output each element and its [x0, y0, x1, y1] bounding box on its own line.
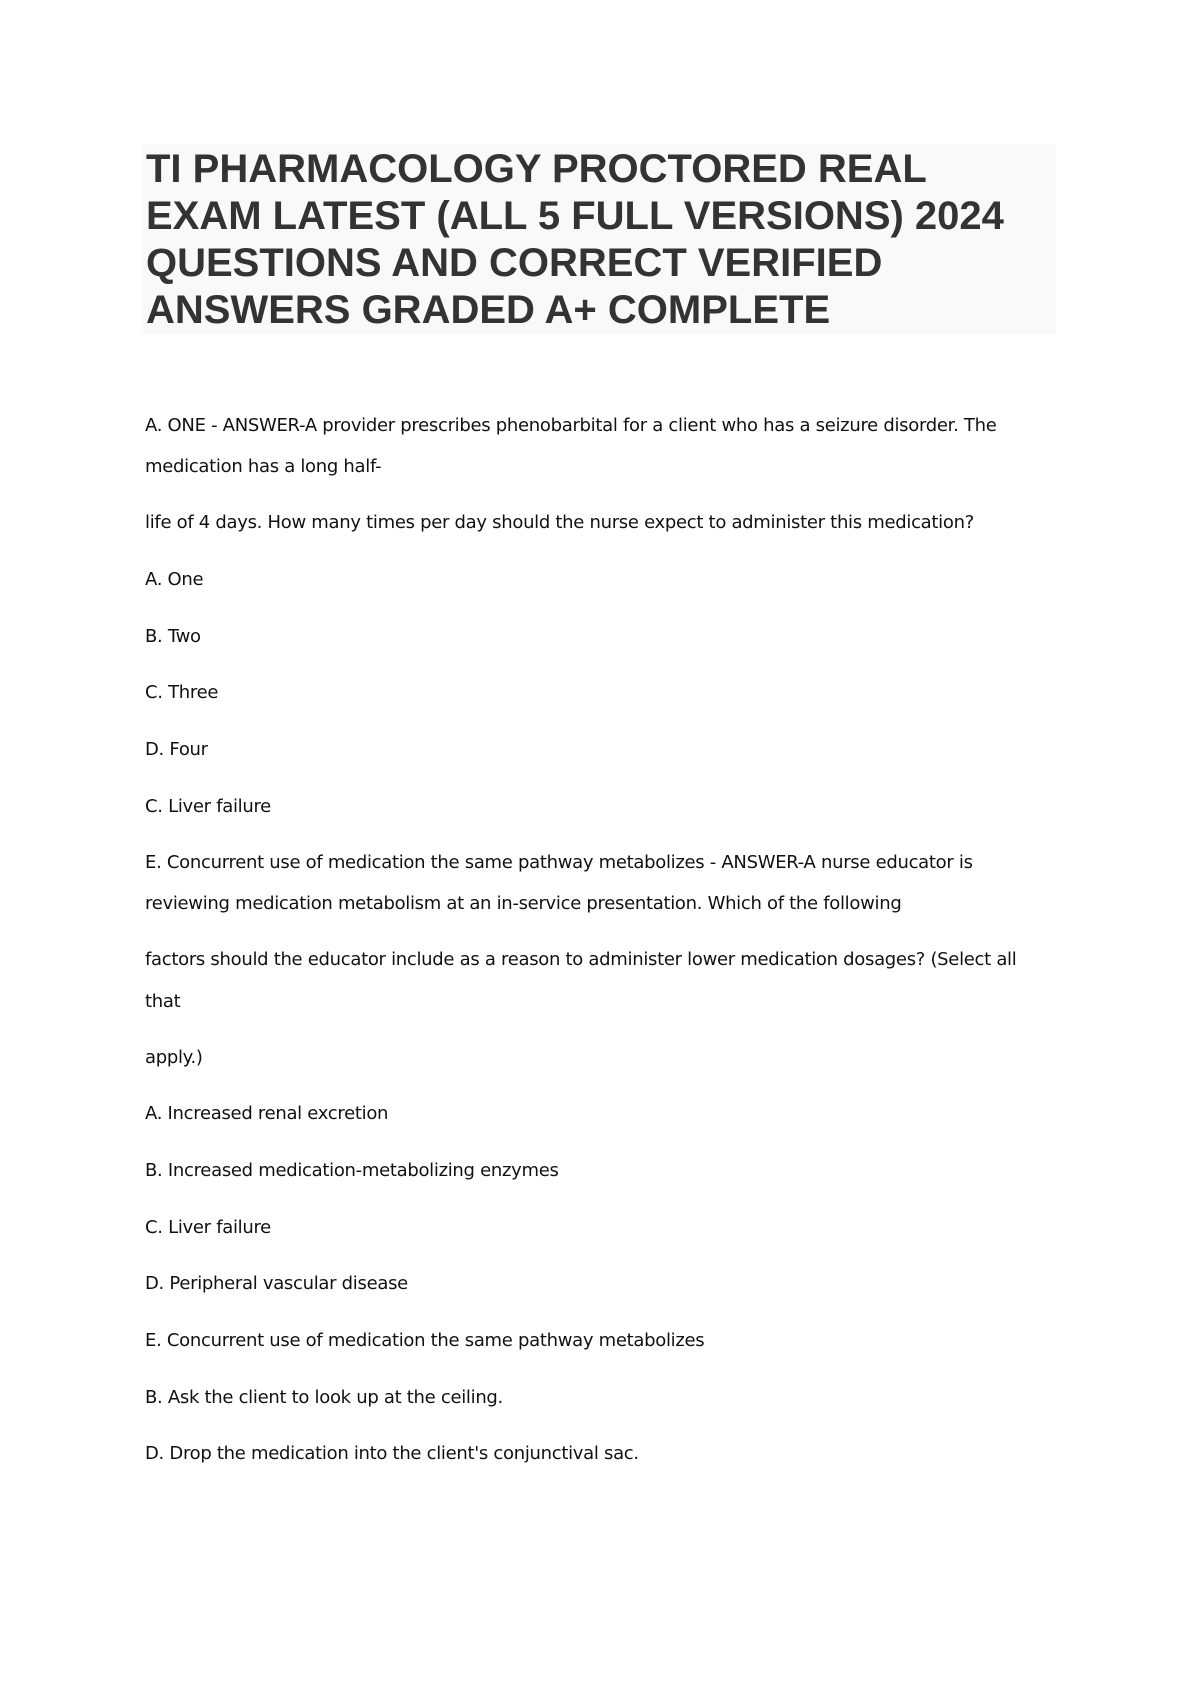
answer-option: B. Increased medication-metabolizing enzymes [145, 1160, 559, 1181]
question-text-line: that [145, 991, 181, 1012]
title-line: TI PHARMACOLOGY PROCTORED REAL [146, 147, 927, 191]
answer-option: D. Four [145, 739, 208, 760]
answer-option: A. One [145, 569, 204, 590]
answer-option: D. Peripheral vascular disease [145, 1273, 408, 1294]
question-text-line: A. ONE - ANSWER-A provider prescribes phenobarbital for a client who has a seizure disorder. The [145, 415, 997, 436]
answer-option: B. Ask the client to look up at the ceiling. [145, 1387, 503, 1408]
title-line: QUESTIONS AND CORRECT VERIFIED [146, 241, 883, 285]
title-line: ANSWERS GRADED A+ COMPLETE [146, 288, 831, 332]
answer-option: B. Two [145, 626, 201, 647]
answer-option: E. Concurrent use of medication the same pathway metabolizes [145, 1330, 705, 1351]
question-text-line: apply.) [145, 1047, 203, 1068]
question-text-line: medication has a long half- [145, 456, 382, 477]
answer-option: A. Increased renal excretion [145, 1103, 389, 1124]
answer-option: D. Drop the medication into the client's conjunctival sac. [145, 1443, 639, 1464]
question-text-line: life of 4 days. How many times per day should the nurse expect to administer this medication? [145, 512, 974, 533]
answer-option: C. Liver failure [145, 1217, 271, 1238]
title-line: EXAM LATEST (ALL 5 FULL VERSIONS) 2024 [146, 194, 1004, 238]
question-text-line: factors should the educator include as a reason to administer lower medication dosages? (Select all [145, 949, 1017, 970]
question-text-line: reviewing medication metabolism at an in-service presentation. Which of the following [145, 893, 902, 914]
question-text-line: E. Concurrent use of medication the same pathway metabolizes - ANSWER-A nurse educator is [145, 852, 973, 873]
document-title [143, 144, 1056, 334]
answer-option: C. Liver failure [145, 796, 271, 817]
answer-option: C. Three [145, 682, 219, 703]
